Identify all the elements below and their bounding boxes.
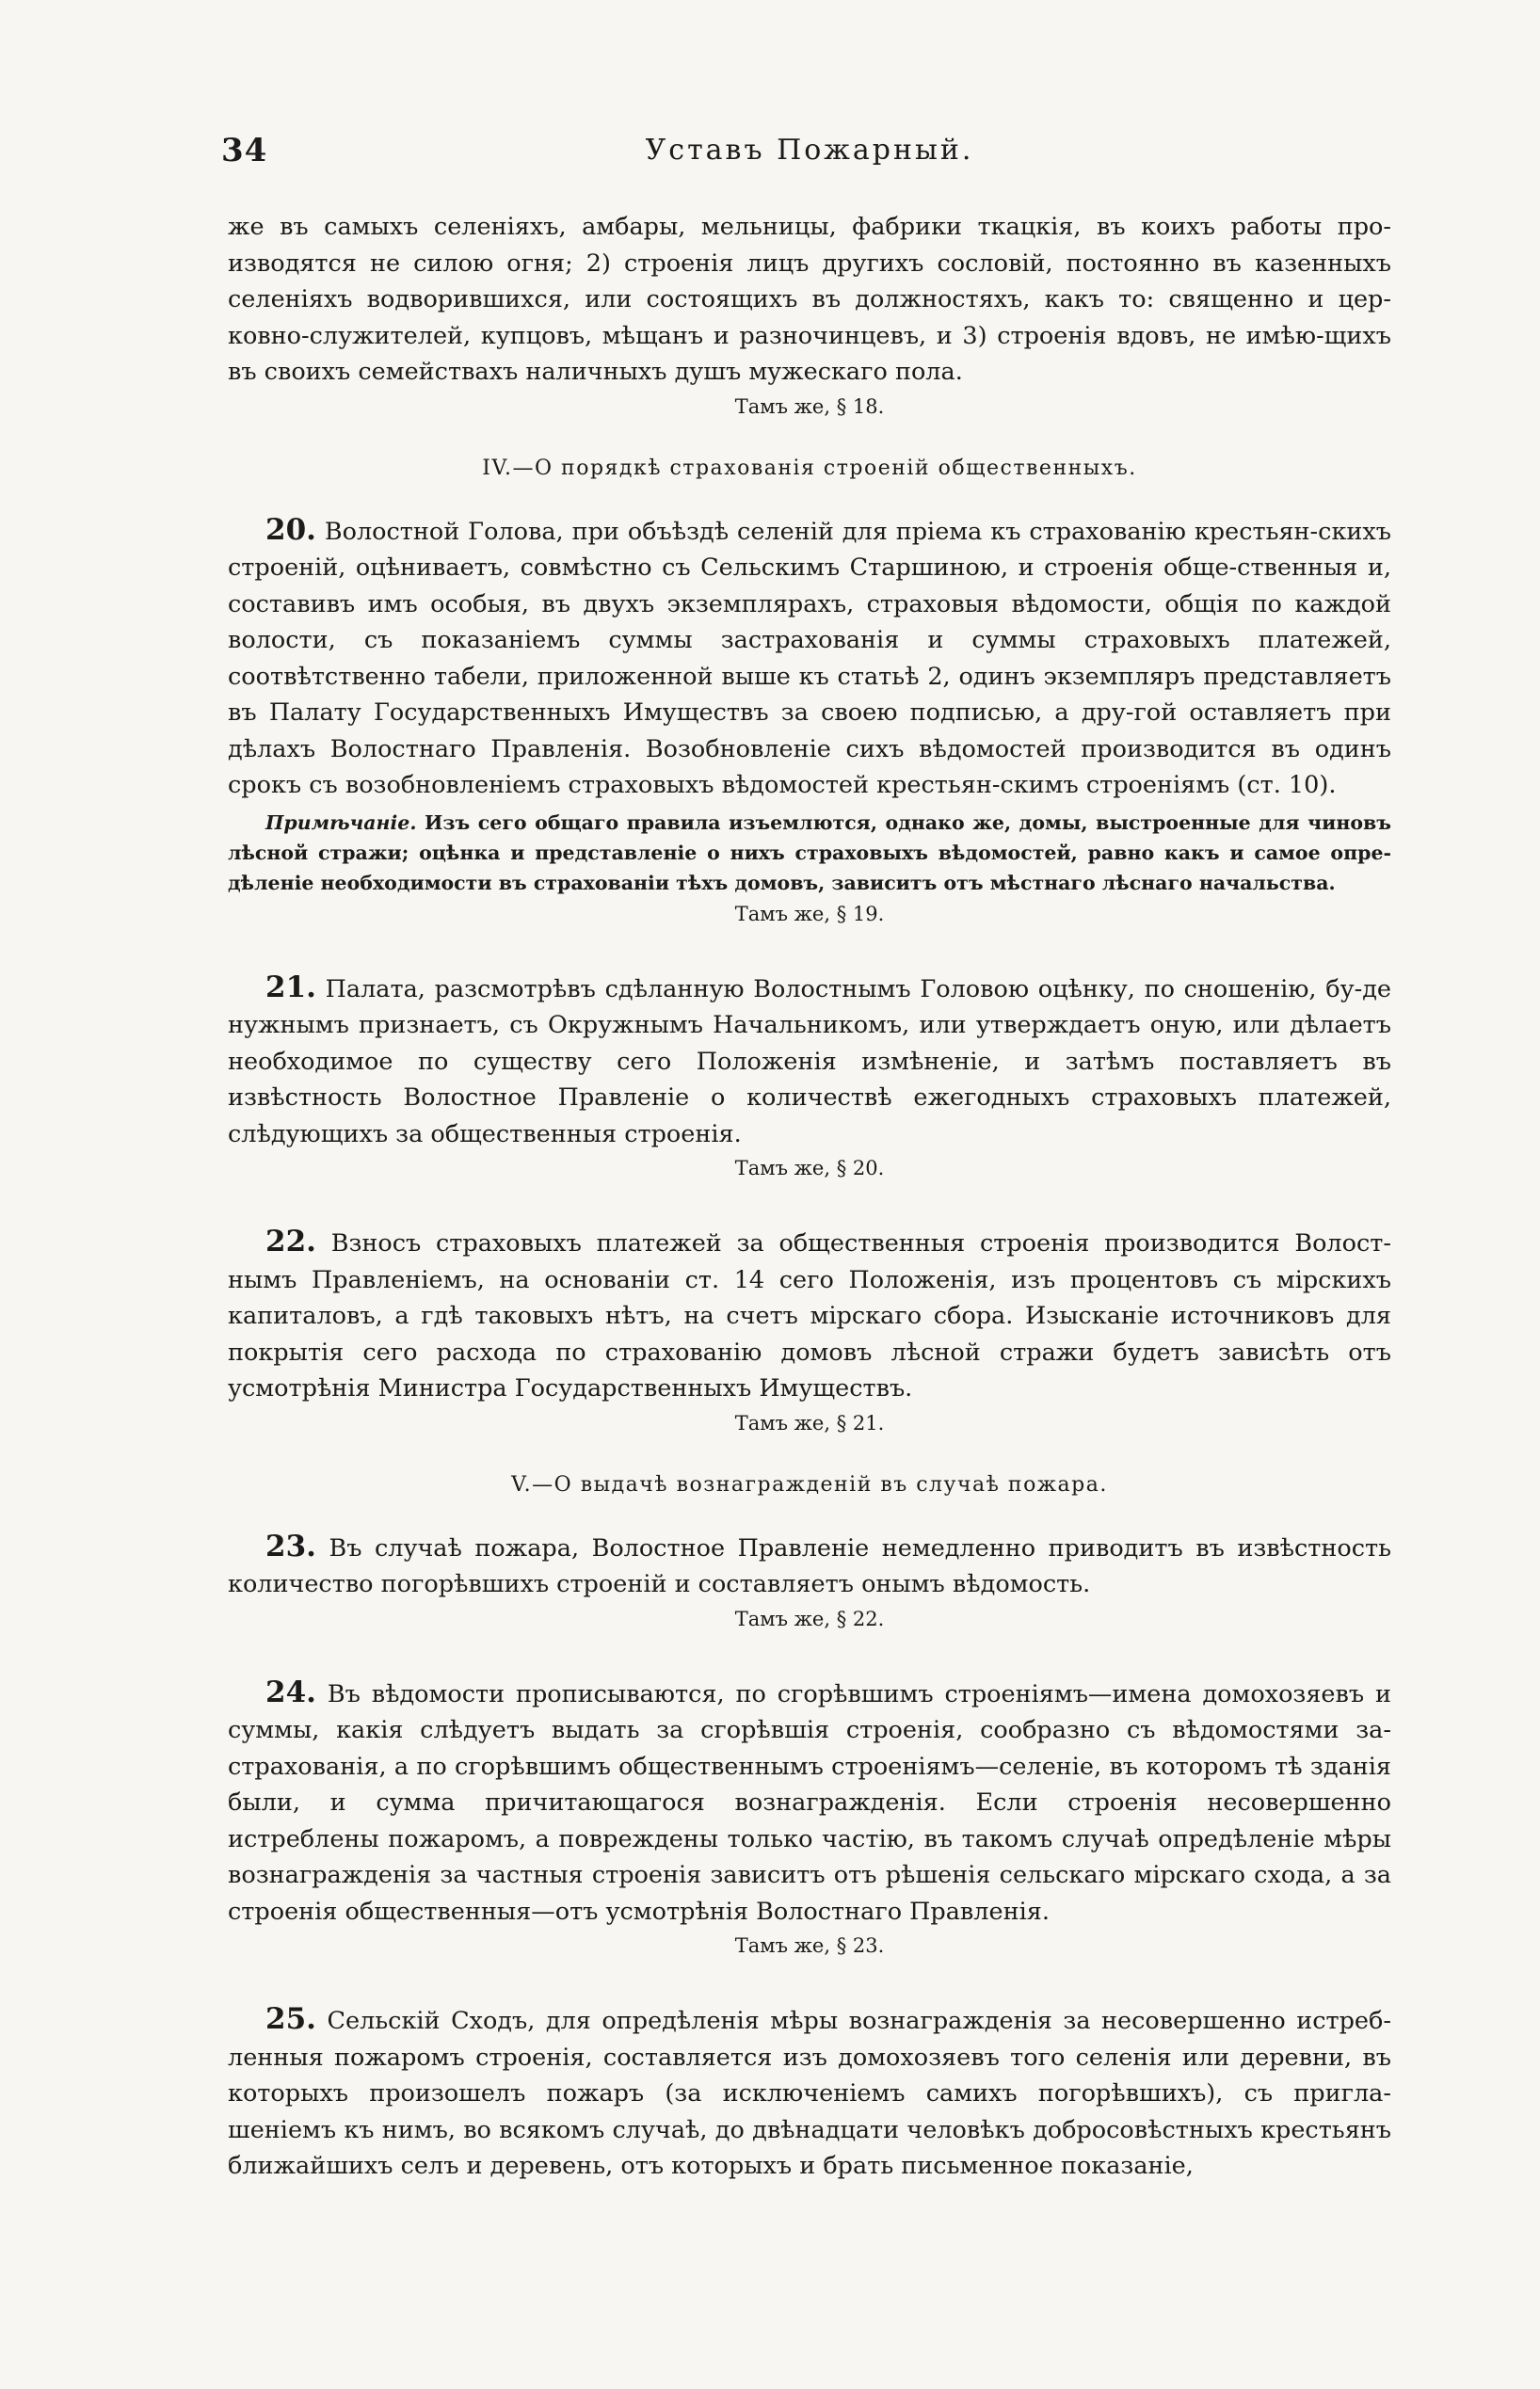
article-text: Въ вѣдомости прописываются, по сгорѣвшимъ строеніямъ—имена домохозяевъ и суммы, какія слѣдуетъ выдать за сгорѣвшія строенія, сообразно съ вѣдомостями за-страхованія, а по сгорѣвшимъ общественнымъ строеніямъ—селеніе, въ которомъ тѣ зданія были, и сумма причитающагося вознагражденія. Если строенія несовершенно истреблены пожаромъ, а повреждены только частію, въ такомъ случаѣ опредѣленіе мѣры вознагражденія за частныя строенія зависитъ отъ рѣшенія сельскаго мірскаго схода, а за строенія общественныя—отъ усмотрѣнія Волостнаго Правленія.	[228, 1679, 1391, 1926]
note-text: Изъ сего общаго правила изъемлются, однако же, домы, выстроенные для чиновъ лѣсной стражи; оцѣнка и представленіе о нихъ страховыхъ вѣдомостей, равно какъ и самое опре-дѣленіе необходимости въ страхованіи тѣхъ домовъ, зависитъ отъ мѣстнаго лѣснаго начальства.	[228, 810, 1391, 894]
article-paragraph	[228, 1675, 1391, 1931]
source-reference: Тамъ же, § 19.	[734, 902, 885, 925]
intro-block	[228, 209, 1391, 421]
section-heading-iv: IV.—О порядкѣ страхованія строеній общественныхъ.	[482, 456, 1137, 480]
source-reference: Тамъ же, § 23.	[734, 1934, 885, 1957]
article-number: 24.	[265, 1675, 316, 1709]
article-number: 21.	[265, 970, 316, 1004]
article-paragraph	[228, 512, 1391, 804]
article-20	[228, 512, 1391, 928]
article-24	[228, 1675, 1391, 1961]
article-number: 22.	[265, 1225, 316, 1259]
source-reference: Тамъ же, § 22.	[734, 1607, 885, 1630]
article-text: Волостной Голова, при объѣздѣ селеній для пріема къ страхованію крестьян-скихъ строеній, оцѣниваетъ, совмѣстно съ Сельскимъ Старшиною, и строенія обще-ственныя и, составивъ имъ особыя, въ двухъ экземплярахъ, страховыя вѣдомости, общія по каждой волости, съ показаніемъ суммы застрахованія и суммы страховыхъ платежей, соотвѣтственно табели, приложенной выше къ статьѣ 2, одинъ экземпляръ представляетъ въ Палату Государственныхъ Имуществъ за своею подписью, а дру-гой оставляетъ при дѣлахъ Волостнаго Правленія. Возобновленіе сихъ вѣдомостей производится въ одинъ срокъ съ возобновленіемъ страховыхъ вѣдомостей крестьян-скимъ строеніямъ (ст. 10).	[228, 517, 1391, 799]
article-number: 20.	[265, 512, 316, 547]
article-note	[228, 808, 1391, 898]
note-label: Примѣчаніе.	[265, 810, 417, 834]
article-22	[228, 1224, 1391, 1437]
page-number: 34	[221, 132, 268, 169]
article-text: Палата, разсмотрѣвъ сдѣланную Волостнымъ Головою оцѣнку, по сношенію, бу-де нужнымъ признаетъ, съ Окружнымъ Начальникомъ, или утверждаетъ оную, или дѣлаетъ необходимое по существу сего Положенія измѣненіе, и затѣмъ поставляетъ въ извѣстность Волостное Правленіе о количествѣ ежегодныхъ страховыхъ платежей, слѣдующихъ за общественныя строенія.	[228, 974, 1391, 1148]
source-reference: Тамъ же, § 20.	[734, 1157, 885, 1179]
article-23	[228, 1529, 1391, 1633]
article-paragraph	[228, 1224, 1391, 1407]
article-paragraph	[228, 1529, 1391, 1603]
article-21	[228, 970, 1391, 1183]
article-paragraph	[228, 970, 1391, 1153]
article-25	[228, 2001, 1391, 2185]
source-reference: Тамъ же, § 21.	[734, 1411, 885, 1435]
article-text: Въ случаѣ пожара, Волостное Правленіе немедленно приводитъ въ извѣстность количество погорѣвшихъ строеній и составляетъ онымъ вѣдомость.	[228, 1533, 1391, 1598]
article-number: 23.	[265, 1529, 316, 1563]
running-title: Уставъ Пожарный.	[645, 134, 974, 167]
page-header	[221, 132, 1398, 179]
section-heading-v: V.—О выдачѣ вознагражденій въ случаѣ пожара.	[511, 1472, 1108, 1497]
source-reference: Тамъ же, § 18.	[734, 394, 885, 418]
article-number: 25.	[265, 2002, 316, 2036]
page-body	[228, 209, 1391, 2185]
intro-paragraph: же въ самыхъ селеніяхъ, амбары, мельницы, фабрики ткацкія, въ коихъ работы про-изводятся не силою огня; 2) строенія лицъ другихъ сословій, постоянно въ казенныхъ селеніяхъ водворившихся, или состоящихъ въ должностяхъ, какъ то: священно и цер-ковно-служителей, купцовъ, мѣщанъ и разночинцевъ, и 3) строенія вдовъ, не имѣю-щихъ въ своихъ семействахъ наличныхъ душъ мужескаго пола.	[228, 213, 1391, 386]
article-text: Взносъ страховыхъ платежей за общественныя строенія производится Волост-нымъ Правленіемъ, на основаніи ст. 14 сего Положенія, изъ процентовъ съ мірскихъ капиталовъ, а гдѣ таковыхъ нѣтъ, на счетъ мірскаго сбора. Изысканіе источниковъ для покрытія сего расхода по страхованію домовъ лѣсной стражи будетъ зависѣть отъ усмотрѣнія Министра Государственныхъ Имуществъ.	[228, 1229, 1391, 1403]
article-paragraph	[228, 2001, 1391, 2185]
article-text: Сельскій Сходъ, для опредѣленія мѣры вознагражденія за несовершенно истреб-ленныя пожаромъ строенія, составляется изъ домохозяевъ того селенія или деревни, въ которыхъ произошелъ пожаръ (за исключеніемъ самихъ погорѣвшихъ), съ пригла-шеніемъ къ нимъ, во всякомъ случаѣ, до двѣнадцати человѣкъ добросовѣстныхъ крестьянъ ближайшихъ селъ и деревень, отъ которыхъ и брать письменное показаніе,	[228, 2007, 1391, 2180]
